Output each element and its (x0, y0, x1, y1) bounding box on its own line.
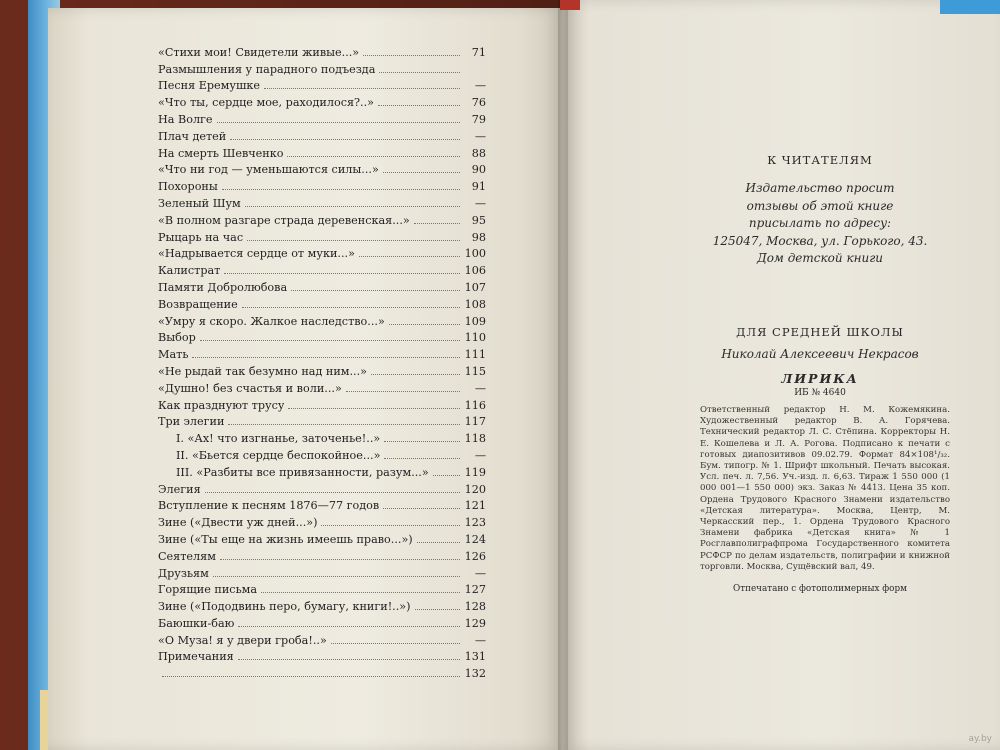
reader-line: присылать по адресу: (748, 216, 892, 230)
toc-entry (158, 59, 486, 76)
toc-entry (158, 42, 486, 59)
toc-leader-dots (200, 340, 460, 341)
toc-entry-title: «Что ты, сердце мое, раходилося?..» (158, 96, 374, 110)
reader-line: 125047, Москва, ул. Горького, 43. (712, 233, 928, 248)
toc-leader-dots (414, 223, 460, 224)
toc-entry-page: 124 (464, 532, 486, 546)
toc-entry-page: 120 (464, 482, 486, 496)
toc-entry-page: 76 (471, 96, 486, 110)
toc-leader-dots (384, 458, 460, 459)
toc-entry-title: Вступление к песням 1876—77 годов (158, 499, 380, 513)
toc-leader-dots (162, 676, 460, 677)
toc-entry-page: 98 (471, 230, 486, 244)
toc-leader-dots (238, 626, 460, 627)
toc-entry-page: 115 (464, 364, 486, 378)
toc-entry-page: 118 (464, 432, 486, 446)
toc-entry (158, 176, 486, 193)
toc-entry (158, 613, 486, 630)
toc-entry-page: 71 (471, 45, 486, 59)
toc-leader-dots (242, 307, 460, 308)
toc-entry-title: «Стихи мои! Свидетели живые...» (158, 45, 360, 59)
imprint-text: Ответственный редактор Н. М. Кожемякина. Художественный редактор В. А. Горячева. Технический редактор Л. С. Стёпина. Корректоры Н. Е. Кошелева и Л. А. Рогова. Подписано к печати с готовых диапозитивов 09.02.79. Формат 84×108¹/₃₂. Бум. типогр. № 1. Шрифт школьный. Печать высокая. Усл. печ. л. 7,56. Уч.-изд. л. 6,63. Тираж 1 550 000 (1 000 001—1 550 000) экз. Заказ № 4413. Цена 35 коп. Ордена Трудового Красного Знамени издательство «Детская литература». Москва, Центр, М. Черкасский пер., 1. Ордена Трудового Красного Знамени фабрика «Детская книга» № 1 Росглавполиграфпрома Государственного комитета РСФСР по делам издательств, полиграфии и книжной торговли. Москва, Сущёвский вал, 49. (700, 405, 950, 572)
toc-entry-page: 108 (464, 297, 486, 311)
toc-entry (158, 126, 486, 143)
toc-entry (158, 580, 486, 597)
toc-entry (158, 546, 486, 563)
toc-entry (158, 210, 486, 227)
toc-entry-title: Калистрат (158, 264, 221, 278)
toc-entry (158, 647, 486, 664)
toc-entry-page: 126 (464, 549, 486, 563)
toc-entry (158, 512, 486, 529)
toc-entry-page: — (474, 196, 486, 210)
toc-entry-page: 90 (471, 163, 486, 177)
toc-entry-page: 131 (464, 650, 486, 664)
reader-line: Дом детской книги (756, 251, 884, 265)
toc-leader-dots (222, 189, 460, 190)
toc-leader-dots (379, 72, 460, 73)
toc-leader-dots (228, 424, 460, 425)
toc-entry-page: — (474, 381, 486, 395)
toc-entry-title: Три элегии (158, 415, 225, 429)
toc-entry-title: Похороны (158, 180, 218, 194)
toc-entry (158, 244, 486, 261)
toc-entry-page: 121 (464, 499, 486, 513)
toc-leader-dots (417, 542, 460, 543)
toc-entry-title: Элегия (158, 482, 201, 496)
toc-leader-dots (383, 172, 460, 173)
toc-leader-dots (264, 88, 460, 89)
toc-entry-page: 91 (471, 180, 486, 194)
author-name: Николай Алексеевич Некрасов (721, 347, 919, 361)
toc-entry (158, 445, 486, 462)
toc-entry (158, 412, 486, 429)
toc-entry-page: — (474, 566, 486, 580)
toc-entry-title: «Умру я скоро. Жалкое наследство...» (158, 314, 385, 328)
toc-entry (158, 92, 486, 109)
reader-address-block (690, 180, 950, 268)
toc-entry (158, 596, 486, 613)
toc-leader-dots (389, 324, 460, 325)
toc-entry (158, 160, 486, 177)
toc-leader-dots (287, 156, 460, 157)
toc-entry-title: На Волге (158, 112, 213, 126)
toc-entry-page: 123 (464, 516, 486, 530)
toc-entry-title: Плач детей (158, 129, 227, 143)
toc-entry (158, 344, 486, 361)
toc-entry-page: 100 (464, 247, 486, 261)
toc-leader-dots (261, 592, 460, 593)
toc-entry-title: Мать (158, 348, 189, 362)
toc-entry (158, 109, 486, 126)
book-title: ЛИРИКА (781, 371, 859, 386)
toc-entry-title: Сеятелям (158, 549, 216, 563)
toc-leader-dots (288, 408, 460, 409)
toc-entry-page: — (474, 448, 486, 462)
toc-entry-page: 128 (464, 600, 486, 614)
toc-entry-title: Горящие письма (158, 583, 258, 597)
toc-entry (158, 378, 486, 395)
toc-entry-title: Размышления у парадного подъезда (158, 62, 376, 76)
toc-entry (158, 479, 486, 496)
toc-entry-title: «Душно! без счастья и воли...» (158, 381, 342, 395)
toc-entry (158, 529, 486, 546)
reader-line: отзывы об этой книге (746, 198, 894, 213)
toc-entry-title: Примечания (158, 650, 234, 664)
toc-entry (158, 462, 486, 479)
toc-entry-title: Возвращение (158, 297, 238, 311)
toc-leader-dots (291, 290, 460, 291)
toc-leader-dots (230, 139, 460, 140)
cover-corner (940, 0, 1000, 14)
toc-entry-page: 110 (464, 331, 486, 345)
series-label: ДЛЯ СРЕДНЕЙ ШКОЛЫ (736, 325, 904, 339)
toc-entry-title: «В полном разгаре страда деревенская...» (158, 213, 410, 227)
toc-entry-page: 88 (471, 146, 486, 160)
toc-entry-title: III. «Разбиты все привязанности, разум...» (176, 465, 429, 479)
toc-entry-page: — (474, 79, 486, 93)
reader-line: Издательство просит (745, 181, 895, 195)
toc-entry-title: «О Муза! я у двери гроба!..» (158, 633, 327, 647)
toc-entry (158, 294, 486, 311)
toc-leader-dots (238, 659, 460, 660)
toc-leader-dots (378, 105, 460, 106)
toc-entry (158, 630, 486, 647)
toc-leader-dots (217, 122, 460, 123)
imprint-block (700, 405, 950, 573)
toc-entry (158, 663, 486, 680)
toc-entry-title: «Не рыдай так безумно над ним...» (158, 364, 368, 378)
toc-entry-page: 79 (471, 112, 486, 126)
toc-entry (158, 260, 486, 277)
toc-leader-dots (220, 559, 460, 560)
toc-entry-page: 106 (464, 264, 486, 278)
toc-entry-page: — (474, 633, 486, 647)
toc-entry-title: Зине («Двести уж дней...») (158, 516, 318, 530)
toc-leader-dots (224, 273, 460, 274)
toc-leader-dots (245, 206, 460, 207)
toc-entry (158, 563, 486, 580)
bookmark-ribbon (560, 0, 580, 10)
toc-leader-dots (371, 374, 460, 375)
toc-entry-title: Зине («Пододвинь перо, бумагу, книги!..») (158, 600, 411, 614)
book-gutter (558, 0, 568, 750)
toc-entry-page: 132 (464, 667, 486, 681)
toc-entry (158, 193, 486, 210)
toc-entry-title: Памяти Добролюбова (158, 280, 288, 294)
printed-note: Отпечатано с фотополимерных форм (733, 584, 907, 594)
toc-entry-title: Зеленый Шум (158, 196, 241, 210)
toc-entry-title: Друзьям (158, 566, 209, 580)
toc-leader-dots (321, 525, 460, 526)
toc-leader-dots (331, 643, 460, 644)
toc-entry (158, 227, 486, 244)
toc-entry-title: Песня Еремушке (158, 79, 260, 93)
toc-leader-dots (213, 576, 460, 577)
toc-entry-title: Как празднуют трусу (158, 398, 285, 412)
toc-entry (158, 361, 486, 378)
toc-leader-dots (383, 508, 460, 509)
toc-leader-dots (363, 55, 460, 56)
toc-entry-page: — (474, 129, 486, 143)
toc-entry (158, 496, 486, 513)
toc-entry-page: 95 (471, 213, 486, 227)
toc-leader-dots (433, 475, 460, 476)
toc-leader-dots (192, 357, 460, 358)
toc-entry-title: Зине («Ты еще на жизнь имеешь право...») (158, 532, 413, 546)
toc-entry-page: 109 (464, 314, 486, 328)
toc-entry-page: 129 (464, 616, 486, 630)
toc-entry (158, 277, 486, 294)
toc-entry (158, 328, 486, 345)
toc-entry-title: Выбор (158, 331, 196, 345)
toc-entry (158, 311, 486, 328)
toc-entry-title: На смерть Шевченко (158, 146, 284, 160)
toc-entry (158, 143, 486, 160)
toc-entry-page: 117 (464, 415, 486, 429)
toc-entry-page: 127 (464, 583, 486, 597)
toc-entry-title: II. «Бьется сердце беспокойное...» (176, 448, 381, 462)
toc-entry-title: Баюшки-баю (158, 616, 235, 630)
toc-entry-title: «Что ни год — уменьшаются силы...» (158, 163, 379, 177)
toc-leader-dots (346, 391, 460, 392)
toc-entry (158, 76, 486, 93)
toc-entry-page: 119 (464, 465, 486, 479)
toc-entry-page: 111 (464, 348, 486, 362)
reader-heading: К ЧИТАТЕЛЯМ (767, 153, 873, 167)
toc-leader-dots (247, 240, 460, 241)
table-of-contents (158, 42, 486, 680)
toc-leader-dots (415, 609, 460, 610)
toc-leader-dots (205, 492, 460, 493)
ib-number: ИБ № 4640 (794, 388, 846, 398)
toc-entry-page: 116 (464, 398, 486, 412)
toc-entry-title: Рыцарь на час (158, 230, 244, 244)
toc-entry-title: I. «Ах! что изгнанье, заточенье!..» (176, 432, 381, 446)
toc-entry-page: 107 (464, 280, 486, 294)
watermark: ay.by (968, 734, 992, 744)
toc-leader-dots (384, 441, 460, 442)
toc-leader-dots (359, 256, 460, 257)
toc-entry (158, 428, 486, 445)
toc-entry-title: «Надрывается сердце от муки...» (158, 247, 355, 261)
toc-entry (158, 395, 486, 412)
